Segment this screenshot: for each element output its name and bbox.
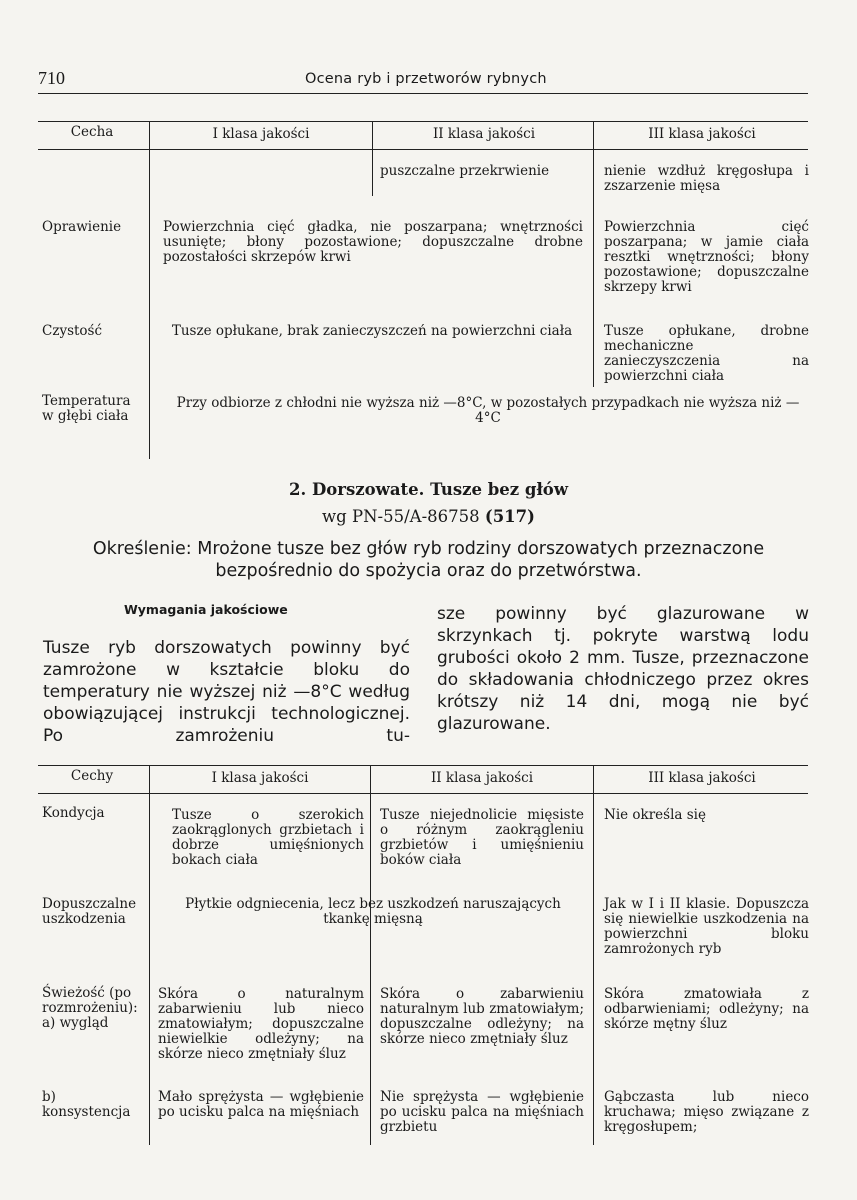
table-2-vline-1 <box>149 765 150 1145</box>
table-1-header-rule <box>38 149 808 150</box>
table-2-header-class-2: II klasa jakości <box>430 770 534 786</box>
table-1-vline-1 <box>149 121 150 459</box>
kondycja-class-1: Tusze o szerokich zaokrąglonych grzbietach i dobrze umięśnionych bokach ciała <box>172 807 364 869</box>
row-label-uszkodzenia: Dopuszczalne uszkodzenia <box>42 896 137 928</box>
wyglad-class-1: Skóra o naturalnym zabarwieniu lub nieco zmatowiałym; dopuszczalne niewielkie odleżyny; na skórze nieco zmętniały śluz <box>158 986 364 1063</box>
row-label-wyglad: Świeżość (po rozmrożeniu): a) wygląd <box>42 985 138 1032</box>
section-standard <box>0 507 857 526</box>
table-1-cont-class-2: puszczalne przekrwienie <box>380 163 550 179</box>
definition-paragraph: Określenie: Mrożone tusze bez głów ryb rodziny dorszowatych przeznaczone bezpośrednio do spożycia oraz do przetwórstwa. <box>92 539 765 581</box>
table-1-vline-3 <box>593 121 594 387</box>
wyglad-class-3: Skóra zmatowiała z odbarwieniami; odleżyny; na skórze mętny śluz <box>604 986 809 1033</box>
temperatura-all-classes: Przy odbiorze z chłodni nie wyższa niż —8°C, w pozostałych przypadkach nie wyższa niż —4°C <box>176 395 800 427</box>
wyglad-class-2: Skóra o zabarwieniu naturalnym lub zmatowiałym; dopuszczalne odleżyny; na skórze nieco zmętniały śluz <box>380 986 584 1048</box>
table-1-header-class-1: I klasa jakości <box>212 126 310 142</box>
table-1-top-rule <box>38 121 808 122</box>
row-label-konsystencja: b) konsystencja <box>42 1089 131 1121</box>
row-label-czystosc: Czystość <box>42 323 103 339</box>
table-2-top-rule <box>38 765 808 766</box>
kondycja-class-3: Nie określa się <box>604 807 706 823</box>
table-1-cont-class-3: nienie wzdłuż kręgosłupa i zszarzenie mięsa <box>604 163 809 195</box>
body-text-right-column: sze powinny być glazurowane w skrzynkach tj. pokryte warstwą lodu grubości około 2 mm. Tusze, przeznaczone do składowania chłodniczego przez okres krótszy niż 14 dni, mogą nie być glazurowane. <box>437 604 809 735</box>
standard-number: (517) <box>484 507 535 526</box>
header-rule <box>38 93 808 94</box>
table-2-header-cechy: Cechy <box>70 768 114 784</box>
row-label-temperatura: Temperatura w głębi ciała <box>42 393 131 425</box>
standard-prefix: wg PN-55/A-86758 <box>322 507 480 526</box>
czystosc-class-3: Tusze opłukane, drobne mechaniczne zanieczyszczenia na powierzchni ciała <box>604 323 809 385</box>
uszkodzenia-class-1-2: Płytkie odgniecenia, lecz bez uszkodzeń naruszających tkankę mięsną <box>185 896 561 928</box>
body-text-left-column: Tusze ryb dorszowatych powinny być zamrożone w kształcie bloku do temperatury nie wyższej niż —8°C według obowiązującej instrukcji technologicznej. Po zamrożeniu tu- <box>43 638 410 747</box>
table-2-header-rule <box>38 793 808 794</box>
czystosc-class-1-2: Tusze opłukane, brak zanieczyszczeń na powierzchni ciała <box>171 323 573 339</box>
konsystencja-class-3: Gąbczasta lub nieco kruchawa; mięso związane z kręgosłupem; <box>604 1089 809 1136</box>
running-head: Ocena ryb i przetworów rybnych <box>305 71 547 87</box>
row-label-kondycja: Kondycja <box>42 805 105 821</box>
table-1-vline-2 <box>372 121 373 196</box>
section-title: 2. Dorszowate. Tusze bez głów <box>288 480 569 499</box>
table-1-header-class-2: II klasa jakości <box>432 126 536 142</box>
konsystencja-class-2: Nie sprężysta — wgłębienie po ucisku palca na mięśniach grzbietu <box>380 1089 584 1136</box>
row-label-oprawienie: Oprawienie <box>42 219 122 235</box>
table-2-vline-2 <box>370 765 371 1145</box>
table-1-header-cecha: Cecha <box>70 124 114 140</box>
oprawienie-class-3: Powierzchnia cięć poszarpana; w jamie ciała resztki wnętrzności; błony pozostawione; dopuszczalne skrzepy krwi <box>604 219 809 296</box>
uszkodzenia-class-3: Jak w I i II klasie. Dopuszcza się niewielkie uszkodzenia na powierzchni bloku zamrożonych ryb <box>604 896 809 958</box>
konsystencja-class-1: Mało sprężysta — wgłębienie po ucisku palca na mięśniach <box>158 1089 364 1121</box>
oprawienie-class-1-2: Powierzchnia cięć gładka, nie poszarpana; wnętrzności usunięte; błony pozostawione; dopuszczalne drobne pozostałości skrzepów krwi <box>163 219 583 266</box>
requirements-subheading: Wymagania jakościowe <box>124 602 288 617</box>
table-1-header-class-3: III klasa jakości <box>648 126 756 142</box>
kondycja-class-2: Tusze niejednolicie mięsiste o różnym zaokrągleniu grzbietów i umięśnieniu boków ciała <box>380 807 584 869</box>
table-2-vline-3 <box>593 765 594 1145</box>
page-number: 710 <box>38 68 65 88</box>
table-2-header-class-3: III klasa jakości <box>648 770 756 786</box>
table-2-header-class-1: I klasa jakości <box>211 770 309 786</box>
